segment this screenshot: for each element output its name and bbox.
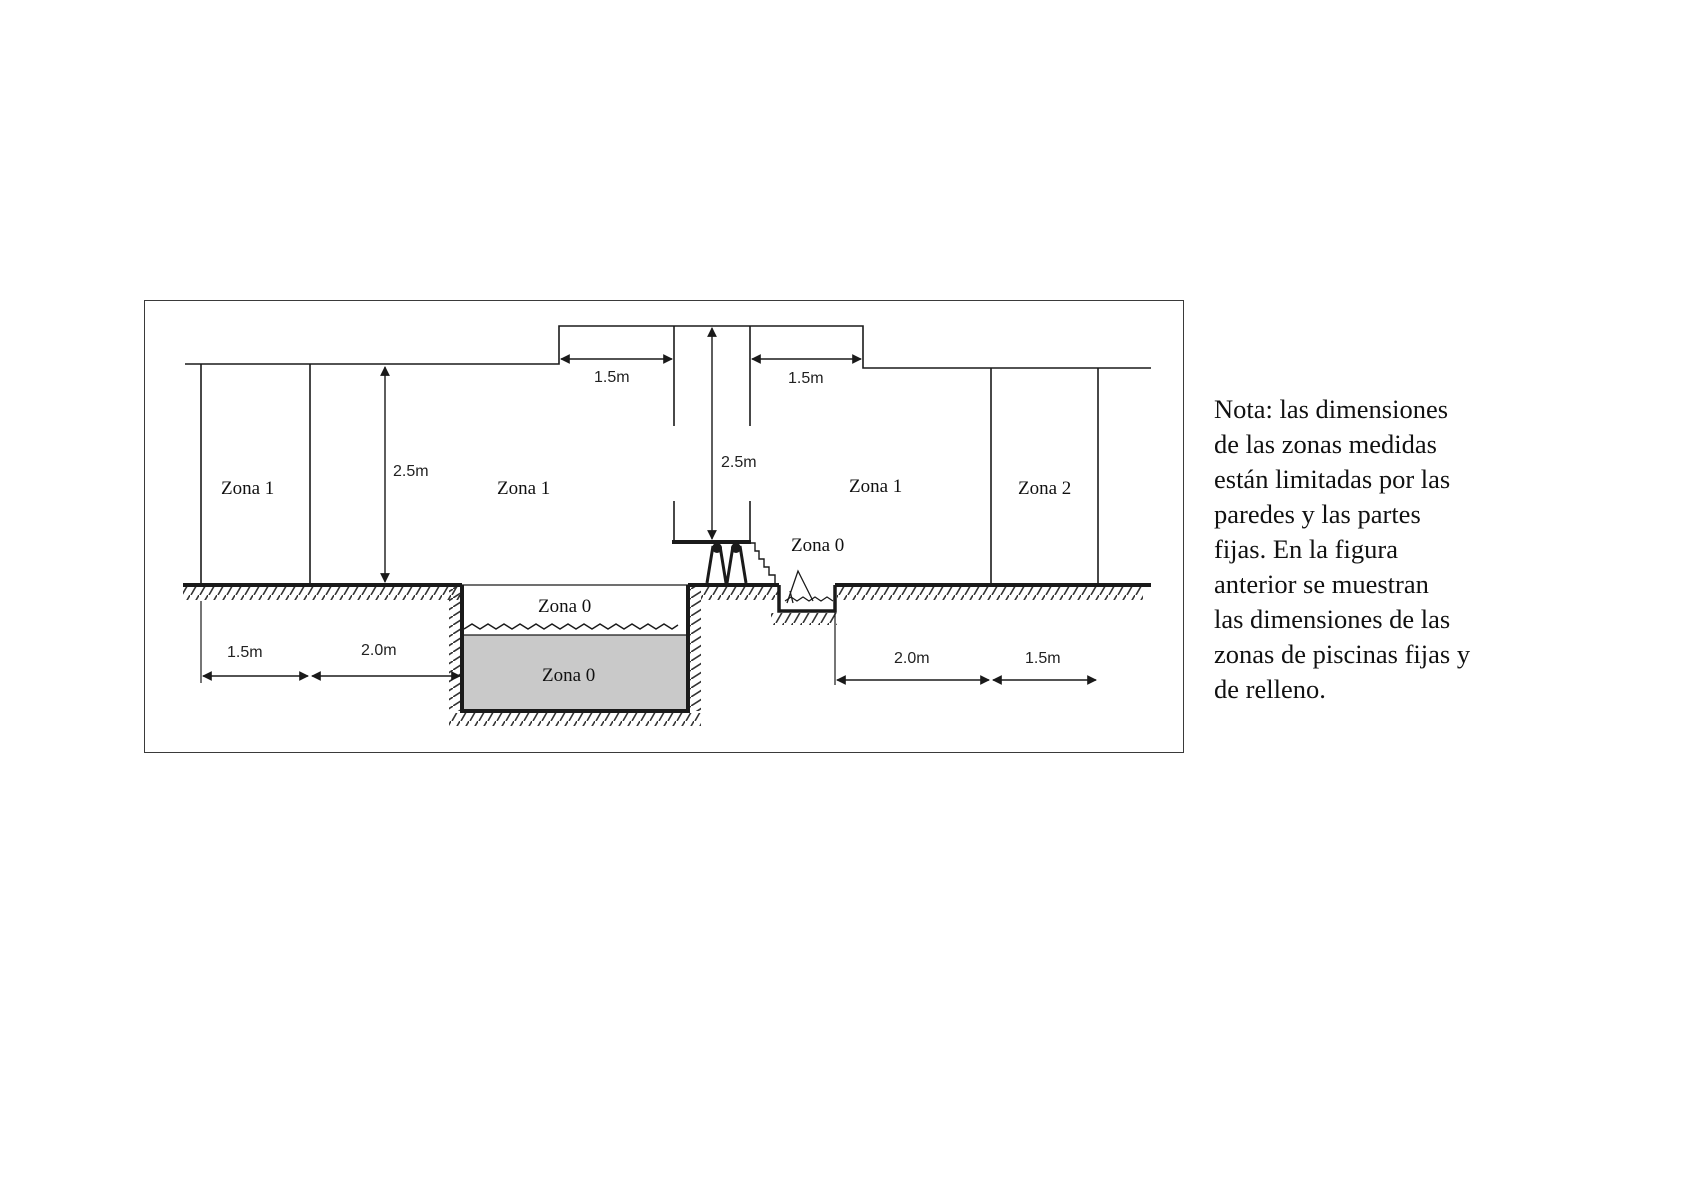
pool-wall-hatch <box>449 587 460 711</box>
dim-label-bottom-left-1: 1.5m <box>227 644 263 661</box>
ground-hatch <box>837 587 1143 600</box>
zone-label-zona0-basin: Zona 0 <box>542 665 596 686</box>
zone-label-zona1-left: Zona 1 <box>221 478 275 499</box>
small-basin-hatch <box>771 613 837 625</box>
note-line: zonas de piscinas fijas y <box>1214 639 1471 669</box>
platform-legs <box>707 546 746 583</box>
pool-wall-hatch <box>690 587 701 711</box>
note-line: de las zonas medidas <box>1214 429 1437 459</box>
note-line: de relleno. <box>1214 674 1326 704</box>
dim-label-top-right: 1.5m <box>788 370 824 387</box>
note-line: anterior se muestran <box>1214 569 1429 599</box>
zone-label-zona1-right: Zona 1 <box>849 476 903 497</box>
dim-label-center-height: 2.5m <box>721 454 757 471</box>
note-line: están limitadas por las <box>1214 464 1451 494</box>
note-line: paredes y las partes <box>1214 499 1421 529</box>
note-line: fijas. En la figura <box>1214 534 1398 564</box>
zone-ceiling-outline <box>185 326 1151 368</box>
dim-label-bottom-right-2: 1.5m <box>1025 650 1061 667</box>
platform-joint <box>731 543 741 553</box>
ground-hatch <box>701 587 779 600</box>
ground-hatch <box>183 587 462 600</box>
steps <box>751 543 775 584</box>
zone-label-zona1-mid: Zona 1 <box>497 478 551 499</box>
water-surface <box>464 624 678 629</box>
dim-label-bottom-right-1: 2.0m <box>894 650 930 667</box>
pointer-mark <box>787 571 813 603</box>
diagram-svg <box>145 301 1184 753</box>
note-text <box>1214 392 1554 707</box>
note-line: Nota: las dimensiones <box>1214 394 1449 424</box>
zone-label-zona2: Zona 2 <box>1018 478 1072 499</box>
dim-label-top-left: 1.5m <box>594 369 630 386</box>
zone-label-zona0-air: Zona 0 <box>791 535 845 556</box>
zone-label-zona0-water: Zona 0 <box>538 596 592 617</box>
platform-joint <box>712 543 722 553</box>
pool-zones-diagram <box>144 300 1184 753</box>
note-line: las dimensiones de las <box>1214 604 1451 634</box>
pool-floor-hatch <box>449 713 701 726</box>
dim-label-bottom-left-2: 2.0m <box>361 642 397 659</box>
dim-label-left-height: 2.5m <box>393 463 429 480</box>
